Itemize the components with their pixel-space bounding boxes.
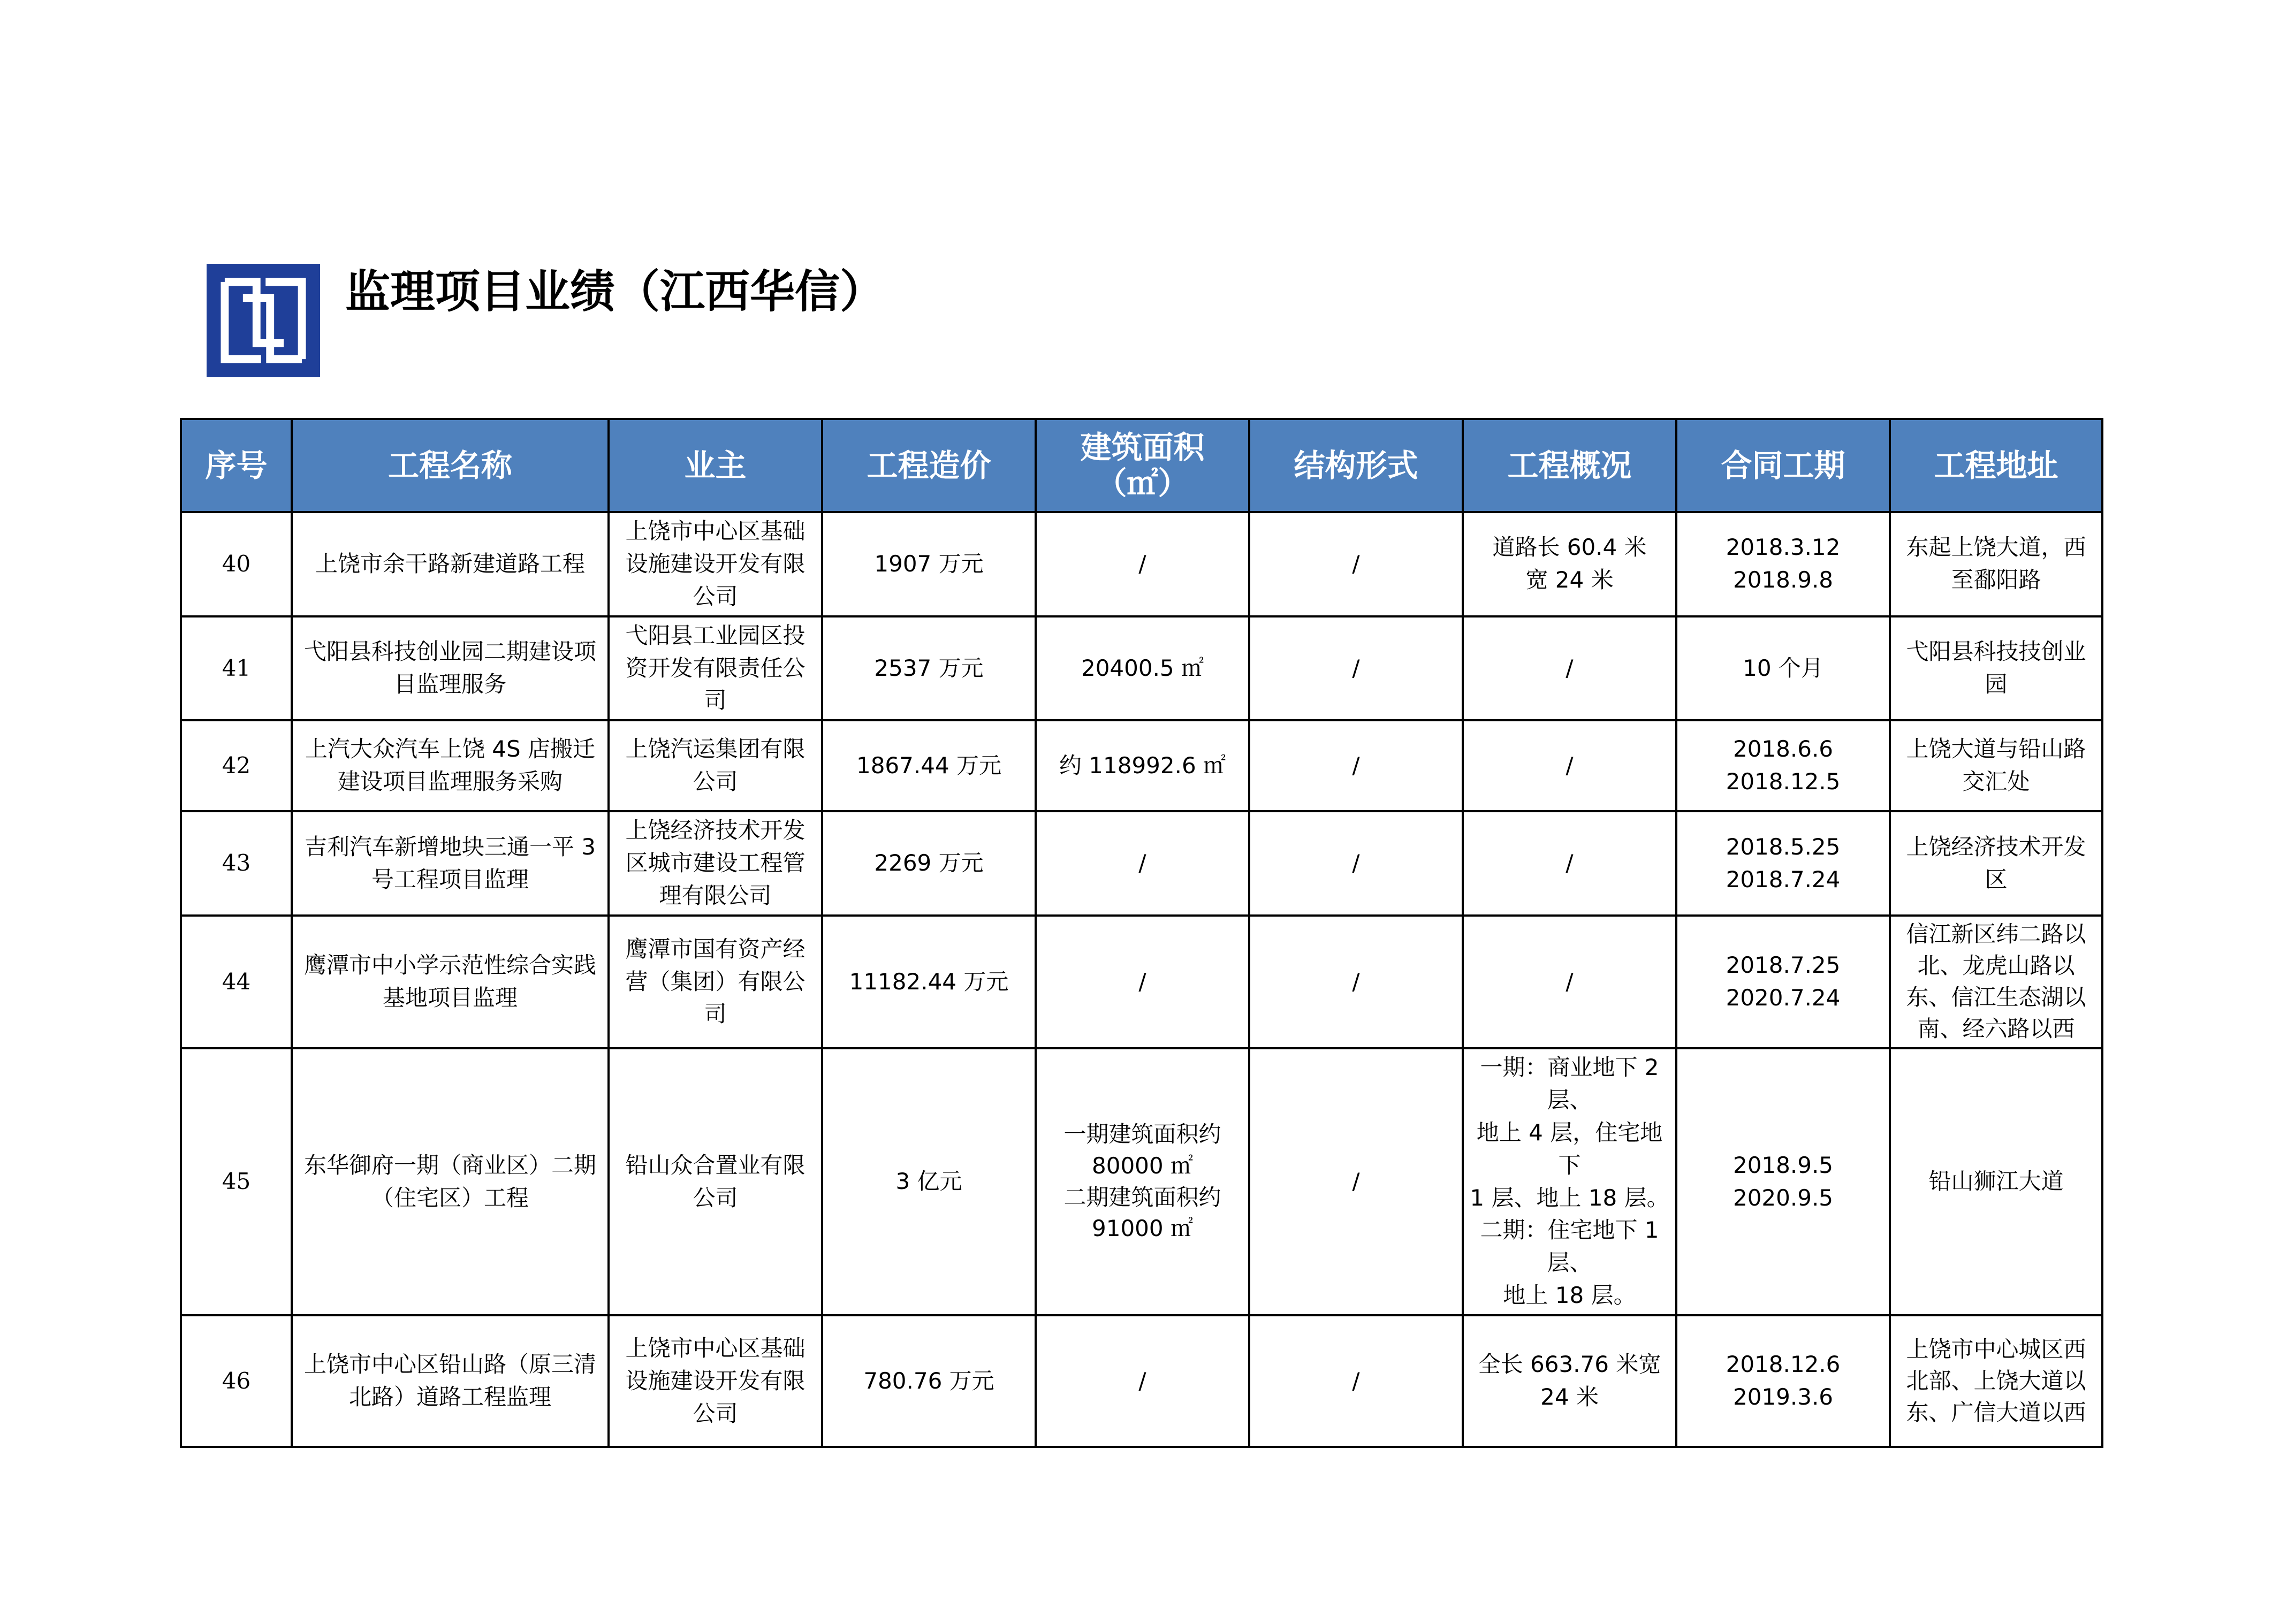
overview-line: 全长 663.76 米宽 bbox=[1478, 1351, 1661, 1378]
header-project-name: 工程名称 bbox=[292, 419, 609, 512]
cell-area: 约 118992.6 ㎡ bbox=[1036, 720, 1249, 811]
overview-line: 二期：住宅地下 1 层、 bbox=[1480, 1217, 1659, 1276]
cell-owner: 鹰潭市国有资产经营（集团）有限公司 bbox=[609, 916, 822, 1048]
period-start: 2018.7.25 bbox=[1726, 952, 1841, 979]
cell-seq: 46 bbox=[181, 1315, 292, 1447]
overview-line: 地上 18 层。 bbox=[1503, 1282, 1636, 1309]
cell-project-name: 弋阳县科技创业园二期建设项目监理服务 bbox=[292, 616, 609, 721]
table-row bbox=[181, 1048, 2102, 1315]
cell-project-name: 东华御府一期（商业区）二期（住宅区）工程 bbox=[292, 1048, 609, 1315]
period-end: 2018.9.8 bbox=[1733, 567, 1834, 593]
period-start: 2018.9.5 bbox=[1733, 1152, 1834, 1178]
area-line: 91000 ㎡ bbox=[1092, 1215, 1193, 1242]
company-logo-icon bbox=[207, 264, 320, 377]
cell-area bbox=[1036, 1048, 1249, 1315]
period-end: 2020.9.5 bbox=[1733, 1184, 1834, 1211]
overview-line: / bbox=[1566, 654, 1574, 681]
cell-cost: 780.76 万元 bbox=[822, 1315, 1036, 1447]
cell-owner: 上饶汽运集团有限公司 bbox=[609, 720, 822, 811]
header-cost: 工程造价 bbox=[822, 419, 1036, 512]
period-start: 2018.12.6 bbox=[1726, 1351, 1841, 1378]
cell-overview bbox=[1463, 512, 1676, 616]
table-row bbox=[181, 811, 2102, 916]
cell-seq: 45 bbox=[181, 1048, 292, 1315]
cell-owner: 弋阳县工业园区投资开发有限责任公司 bbox=[609, 616, 822, 721]
cell-structure: / bbox=[1249, 1315, 1463, 1447]
cell-seq: 42 bbox=[181, 720, 292, 811]
overview-line: / bbox=[1566, 850, 1574, 876]
cell-structure: / bbox=[1249, 720, 1463, 811]
cell-seq: 40 bbox=[181, 512, 292, 616]
cell-address: 上饶经济技术开发区 bbox=[1890, 811, 2102, 916]
cell-owner: 铅山众合置业有限公司 bbox=[609, 1048, 822, 1315]
overview-line: 24 米 bbox=[1540, 1384, 1599, 1410]
header-seq: 序号 bbox=[181, 419, 292, 512]
cell-period bbox=[1676, 616, 1890, 721]
overview-line: 1 层、地上 18 层。 bbox=[1470, 1184, 1669, 1211]
cell-period bbox=[1676, 811, 1890, 916]
cell-overview bbox=[1463, 811, 1676, 916]
period-start: 2018.6.6 bbox=[1733, 736, 1834, 763]
cell-project-name: 上饶市余干路新建道路工程 bbox=[292, 512, 609, 616]
cell-owner: 上饶市中心区基础设施建设开发有限公司 bbox=[609, 1315, 822, 1447]
page-title: 监理项目业绩（江西华信） bbox=[345, 265, 885, 318]
table-row bbox=[181, 616, 2102, 721]
cell-structure: / bbox=[1249, 512, 1463, 616]
cell-cost: 11182.44 万元 bbox=[822, 916, 1036, 1048]
cell-owner: 上饶经济技术开发区城市建设工程管理有限公司 bbox=[609, 811, 822, 916]
cell-project-name: 鹰潭市中小学示范性综合实践基地项目监理 bbox=[292, 916, 609, 1048]
period-duration: 10 个月 bbox=[1743, 654, 1823, 681]
overview-line: / bbox=[1566, 752, 1574, 779]
cell-structure: / bbox=[1249, 1048, 1463, 1315]
cell-project-name: 上汽大众汽车上饶 4S 店搬迁建设项目监理服务采购 bbox=[292, 720, 609, 811]
project-performance-table bbox=[180, 418, 2103, 1448]
period-start: 2018.3.12 bbox=[1726, 534, 1841, 561]
cell-seq: 43 bbox=[181, 811, 292, 916]
table-row bbox=[181, 720, 2102, 811]
cell-area: / bbox=[1036, 1315, 1249, 1447]
cell-area: / bbox=[1036, 916, 1249, 1048]
cell-structure: / bbox=[1249, 811, 1463, 916]
header-owner: 业主 bbox=[609, 419, 822, 512]
cell-structure: / bbox=[1249, 916, 1463, 1048]
table-row bbox=[181, 512, 2102, 616]
cell-address: 上饶大道与铅山路交汇处 bbox=[1890, 720, 2102, 811]
period-end: 2020.7.24 bbox=[1726, 985, 1841, 1011]
cell-period bbox=[1676, 916, 1890, 1048]
header-area: 建筑面积（㎡） bbox=[1036, 419, 1249, 512]
cell-seq: 44 bbox=[181, 916, 292, 1048]
cell-period bbox=[1676, 1315, 1890, 1447]
overview-line: 一期：商业地下 2 层、 bbox=[1480, 1054, 1659, 1113]
cell-area: 20400.5 ㎡ bbox=[1036, 616, 1249, 721]
cell-seq: 41 bbox=[181, 616, 292, 721]
header-period: 合同工期 bbox=[1676, 419, 1890, 512]
header-structure: 结构形式 bbox=[1249, 419, 1463, 512]
cell-period bbox=[1676, 720, 1890, 811]
cell-overview bbox=[1463, 1048, 1676, 1315]
overview-line: 道路长 60.4 米 bbox=[1492, 534, 1647, 561]
cell-owner: 上饶市中心区基础设施建设开发有限公司 bbox=[609, 512, 822, 616]
table-row bbox=[181, 1315, 2102, 1447]
cell-project-name: 上饶市中心区铅山路（原三清北路）道路工程监理 bbox=[292, 1315, 609, 1447]
period-end: 2019.3.6 bbox=[1733, 1384, 1834, 1410]
cell-overview bbox=[1463, 720, 1676, 811]
cell-area: / bbox=[1036, 512, 1249, 616]
area-line: 二期建筑面积约 bbox=[1063, 1184, 1221, 1210]
cell-address: 铅山狮江大道 bbox=[1890, 1048, 2102, 1315]
cell-area: / bbox=[1036, 811, 1249, 916]
overview-line: / bbox=[1566, 968, 1574, 995]
cell-address: 弋阳县科技技创业园 bbox=[1890, 616, 2102, 721]
cell-cost: 1907 万元 bbox=[822, 512, 1036, 616]
cell-cost: 3 亿元 bbox=[822, 1048, 1036, 1315]
header-address: 工程地址 bbox=[1890, 419, 2102, 512]
table-row bbox=[181, 916, 2102, 1048]
cell-overview bbox=[1463, 1315, 1676, 1447]
cell-address: 上饶市中心城区西北部、上饶大道以东、广信大道以西 bbox=[1890, 1315, 2102, 1447]
period-start: 2018.5.25 bbox=[1726, 833, 1841, 860]
cell-cost: 1867.44 万元 bbox=[822, 720, 1036, 811]
header-overview: 工程概况 bbox=[1463, 419, 1676, 512]
overview-line: 地上 4 层，住宅地下 bbox=[1476, 1119, 1663, 1178]
period-end: 2018.12.5 bbox=[1726, 768, 1841, 795]
period-end: 2018.7.24 bbox=[1726, 866, 1841, 893]
cell-structure: / bbox=[1249, 616, 1463, 721]
cell-project-name: 吉利汽车新增地块三通一平 3 号工程项目监理 bbox=[292, 811, 609, 916]
cell-cost: 2537 万元 bbox=[822, 616, 1036, 721]
cell-period bbox=[1676, 512, 1890, 616]
overview-line: 宽 24 米 bbox=[1525, 567, 1614, 593]
cell-address: 东起上饶大道，西至鄱阳路 bbox=[1890, 512, 2102, 616]
cell-cost: 2269 万元 bbox=[822, 811, 1036, 916]
cell-period bbox=[1676, 1048, 1890, 1315]
cell-address: 信江新区纬二路以北、龙虎山路以东、信江生态湖以南、经六路以西 bbox=[1890, 916, 2102, 1048]
area-line: 80000 ㎡ bbox=[1092, 1152, 1193, 1179]
cell-overview bbox=[1463, 916, 1676, 1048]
cell-overview bbox=[1463, 616, 1676, 721]
area-line: 一期建筑面积约 bbox=[1063, 1120, 1221, 1147]
table-header-row bbox=[181, 419, 2102, 512]
